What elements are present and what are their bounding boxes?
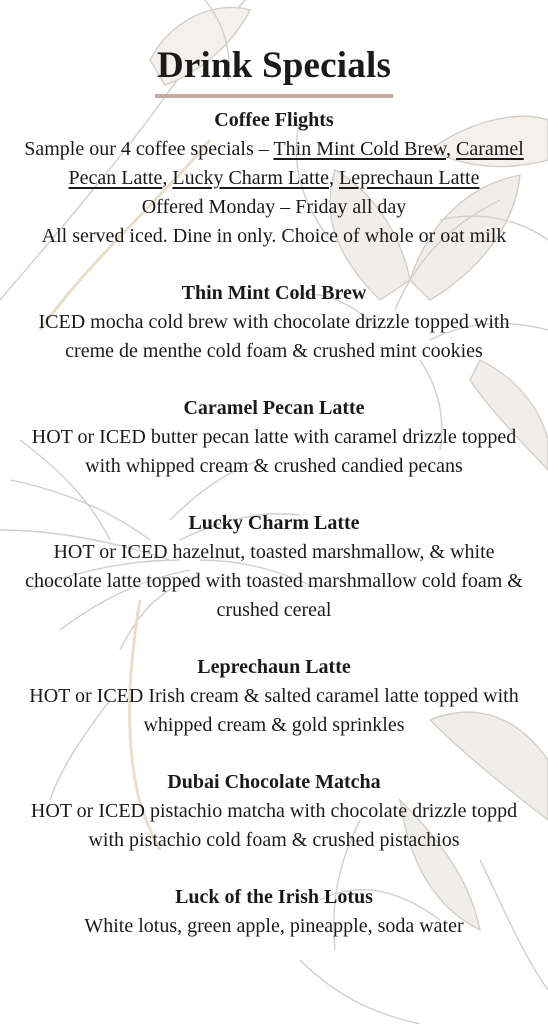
link-thin-mint-cold-brew[interactable]: Thin Mint Cold Brew [273,138,447,160]
separator: , [162,167,173,189]
drink-description: HOT or ICED Irish cream & salted caramel latte topped with whipped cream & gold sprinkles [29,685,519,736]
page-title: Drink Specials [155,44,393,98]
drink-item-dubai-chocolate-matcha [18,768,530,855]
drink-name: Luck of the Irish Lotus [175,886,373,908]
drink-description: HOT or ICED pistachio matcha with chocolate drizzle toppd with pistachio cold foam & crushed pistachios [30,800,518,851]
drink-item-caramel-pecan-latte [18,394,530,481]
separator: , [446,138,457,160]
drink-name: Caramel Pecan Latte [183,397,365,419]
section-heading: Coffee Flights [214,109,334,131]
separator: , [329,167,339,189]
drink-item-luck-of-the-irish-lotus [18,883,530,941]
drink-description: White lotus, green apple, pineapple, soda water [84,915,464,937]
coffee-flights-section [18,106,530,251]
coffee-flights-description [18,135,530,193]
drink-name: Lucky Charm Latte [188,512,360,534]
link-caramel-pecan-latte[interactable]: Caramel Pecan Latte [68,138,524,189]
flights-intro-text: Sample our 4 coffee specials – [24,138,274,160]
drink-name: Leprechaun Latte [197,656,351,678]
drink-item-lucky-charm-latte [18,509,530,625]
offered-times: Offered Monday – Friday all day [141,196,407,218]
drink-name: Thin Mint Cold Brew [181,282,367,304]
drink-item-leprechaun-latte [18,653,530,740]
drink-name: Dubai Chocolate Matcha [167,771,381,793]
drink-description: HOT or ICED hazelnut, toasted marshmallow, & white chocolate latte topped with toasted marshmallow cold foam & crushed cereal [25,541,523,621]
link-leprechaun-latte[interactable]: Leprechaun Latte [339,167,480,189]
link-lucky-charm-latte[interactable]: Lucky Charm Latte [172,167,329,189]
drink-item-thin-mint-cold-brew [18,279,530,366]
drink-description: HOT or ICED butter pecan latte with caramel drizzle topped with whipped cream & crushed candied pecans [31,426,517,477]
serving-notes: All served iced. Dine in only. Choice of whole or oat milk [41,225,507,247]
drink-description: ICED mocha cold brew with chocolate drizzle topped with creme de menthe cold foam & crushed mint cookies [38,311,510,362]
